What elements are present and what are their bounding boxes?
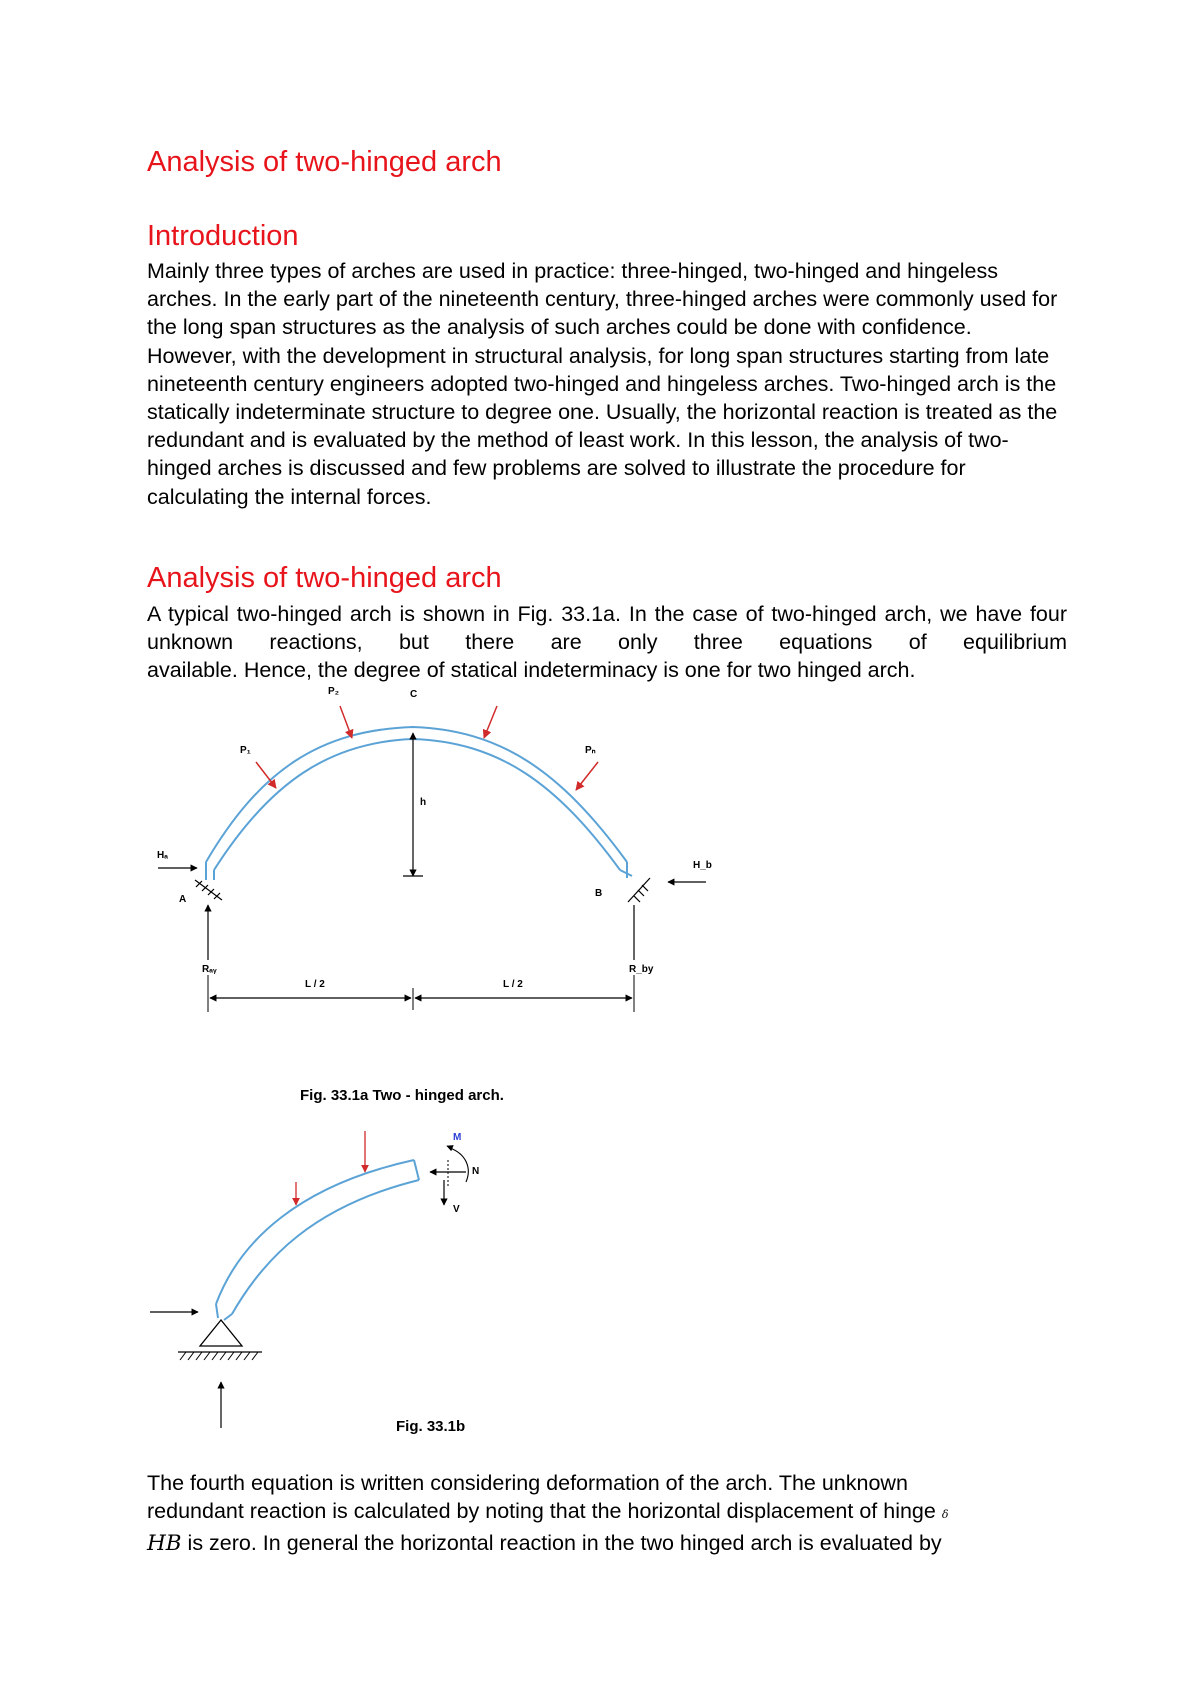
figure-1b-caption: Fig. 33.1b [396,1418,466,1435]
section-paragraph-main: A typical two-hinged arch is shown in Fig. 33.1a. In the case of two-hinged arch, we have four unknown reactions, but there are only three equations of equilibrium [147,602,1067,655]
label-h: h [420,797,427,808]
intro-heading: Introduction [147,220,299,252]
label-hb: H_b [693,860,712,871]
document-title: Analysis of two-hinged arch [147,146,502,178]
closing-delta: δ [941,1508,949,1522]
load-pn-arrow [576,762,598,790]
closing-line-3: is zero. In general the horizontal reaction in the two hinged arch is evaluated by [181,1531,942,1556]
load-p3-arrow [484,706,497,738]
label-a: A [179,894,187,905]
label-c: C [410,689,418,700]
closing-line-2: redundant reaction is calculated by noting that the horizontal displacement of hinge [147,1499,936,1524]
label-pn: Pₙ [585,745,596,756]
intro-paragraph: Mainly three types of arches are used in practice: three-hinged, two-hinged and hingeless arches. In the early part of the nineteenth century, three-hinged arches were commonly used for the long span structures as the analysis of such arches could be done with confidence. However, with the development in structural analysis, for long span structures starting from late nineteenth century engineers adopted two-hinged and hingeless arches. Two-hinged arch is the statically indeterminate structure to degree one. Usually, the horizontal reaction is treated as the redundant and is evaluated by the method of least work. In this lesson, the analysis of two-hinged arches is discussed and few problems are solved to illustrate the procedure for calculating the internal forces. [147,259,1058,509]
section-heading: Analysis of two-hinged arch [147,562,502,594]
section-paragraph-last: available. Hence, the degree of statical indeterminacy is one for two hinged arch. [147,658,916,683]
label-p2: P₂ [328,686,340,697]
support-a-hatch [195,880,222,900]
load-p2-arrow [340,706,352,738]
label-half-span-right: L / 2 [503,979,523,990]
segment-outer-edge [216,1160,414,1304]
pin-support [200,1320,242,1346]
closing-line-1: The fourth equation is written considering deformation of the arch. The unknown [147,1471,908,1495]
support-b-hatch [628,878,650,902]
figure-1a-caption: Fig. 33.1a Two - hinged arch. [300,1087,504,1104]
arch-outer-edge [206,727,627,862]
closing-paragraph [147,1469,1067,1559]
moment-arrow [450,1148,468,1182]
label-half-span-left: L / 2 [305,979,325,990]
load-p1-arrow [256,762,276,788]
segment-inner-edge [232,1180,419,1314]
label-rby: R_by [629,964,654,975]
closing-hb: HB [147,1531,182,1557]
label-ray: Rₐᵧ [202,964,217,975]
label-m: M [453,1132,462,1143]
label-p1: P₁ [240,745,251,756]
section-paragraph [147,600,1067,685]
label-ha: Hₐ [157,850,168,861]
label-n: N [472,1166,480,1177]
arch-inner-edge [214,739,620,870]
label-v: V [453,1204,460,1215]
label-b: B [595,888,603,899]
